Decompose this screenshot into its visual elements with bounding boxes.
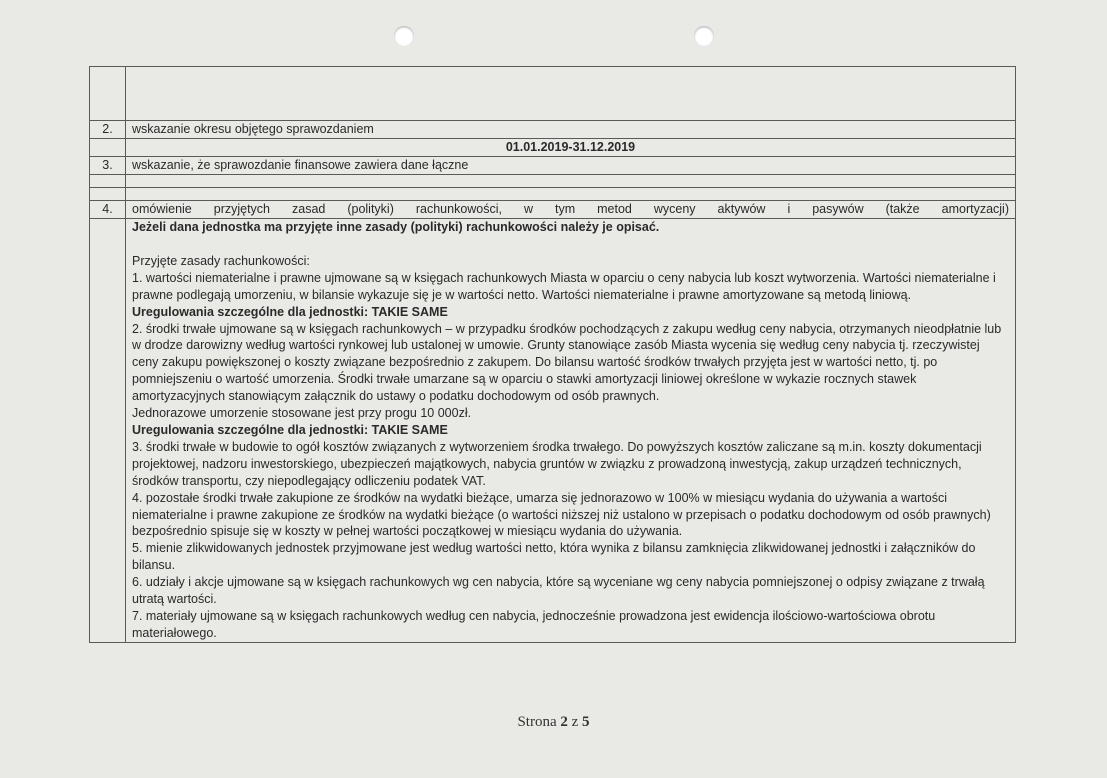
table-row-spacer xyxy=(90,188,1016,201)
reporting-period: 01.01.2019-31.12.2019 xyxy=(126,139,1016,157)
table-row-period-value xyxy=(90,139,1016,157)
table-row-period-label xyxy=(90,121,1016,139)
policy-point-5: 5. mienie zlikwidowanych jednostek przyjmowane jest według wartości netto, która wynika z bilansu zamknięcia zlikwidowanej jednostki i załączników do bilansu. xyxy=(132,541,976,573)
policy-point-6: 6. udziały i akcje ujmowane są w księgach rachunkowych wg cen nabycia, które są wyceniane wg ceny nabycia pomniejszonej o odpisy związane z trwałą utratą wartości. xyxy=(132,575,985,607)
row-number: 3. xyxy=(90,157,126,175)
table-row-blank xyxy=(90,67,1016,121)
row-number: 4. xyxy=(90,201,126,219)
policy-description xyxy=(126,219,1016,643)
row-label: wskazanie okresu objętego sprawozdaniem xyxy=(126,121,1016,139)
policy-point-4: 4. pozostałe środki trwałe zakupione ze środków na wydatki bieżące, umarza się jednorazowo w 100% w miesiącu wydania do używania a wartości niematerialne i prawne zakupione ze środków na wydatki bieżące (o wartości niższej niż ustalono w przepisach o podatku dochodowym od osób prawnych) bezpośrednio spisuje się w koszty w pełnej wartości początkowej w miesiącu wydania do używania. xyxy=(132,490,991,539)
table-row-combined-data-label xyxy=(90,157,1016,175)
table-row-policy-body xyxy=(90,219,1016,643)
special-rules-1: Uregulowania szczególne dla jednostki: TAKIE SAME xyxy=(132,304,448,319)
row-label: wskazanie, że sprawozdanie finansowe zawiera dane łączne xyxy=(126,157,1016,175)
punch-hole-right xyxy=(694,26,714,46)
policy-point-7: 7. materiały ujmowane są w księgach rachunkowych według cen nabycia, jednocześnie prowadzona jest ewidencja ilościowo-wartościowa obrotu materiałowego. xyxy=(132,608,936,640)
table-row-combined-data-value xyxy=(90,175,1016,188)
policy-heading: Przyjęte zasady rachunkowości: xyxy=(132,253,310,268)
policy-point-1: 1. wartości niematerialne i prawne ujmowane są w księgach rachunkowych Miasta w oparciu o ceny nabycia lub koszt wytworzenia. Wartości niematerialne i prawne podlegają umorzeniu, w bilansie wykazuje się je w wartości netto. Wartości niematerialne i prawne amortyzowane są metodą liniową. xyxy=(132,270,996,302)
policy-instruction: Jeżeli dana jednostka ma przyjęte inne zasady (polityki) rachunkowości należy je opisać. xyxy=(132,220,660,234)
policy-point-2: 2. środki trwałe ujmowane są w księgach rachunkowych – w przypadku środków pochodzących z zakupu według ceny nabycia, otrzymanych nieodpłatnie lub w drodze darowizny według wartości rynkowej lub ustalonej w umowie. Grunty stanowiące zasób Miasta wycenia się według ceny nabycia tj. rzeczywistej ceny zakupu powiększonej o koszty związane bezpośrednio z zakupem. Do bilansu wartość środków trwałych przyjęta jest w wartości netto, tj. po pomniejszeniu o wartość umorzenia. Środki trwałe umarzane są w oparciu o stawki amortyzacji liniowej określone w wykazie rocznych stawek amortyzacyjnych stanowiącym załącznik do ustawy o podatku dochodowym od osób prawnych. xyxy=(132,321,1002,404)
report-form-table xyxy=(89,66,1016,643)
page-number: Strona 2 z 5 xyxy=(517,714,590,730)
table-row-policy-label xyxy=(90,201,1016,219)
special-rules-2: Uregulowania szczególne dla jednostki: TAKIE SAME xyxy=(132,422,448,437)
punch-hole-left xyxy=(394,26,414,46)
policy-point-2-threshold: Jednorazowe umorzenie stosowane jest przy progu 10 000zł. xyxy=(132,406,472,421)
row-number: 2. xyxy=(90,121,126,139)
row-label: omówienie przyjętych zasad (polityki) rachunkowości, w tym metod wyceny aktywów i pasywów (także amortyzacji) xyxy=(126,201,1016,219)
policy-point-3: 3. środki trwałe w budowie to ogół kosztów związanych z wytworzeniem środka trwałego. Do powyższych kosztów zaliczane są m.in. koszty dokumentacji projektowej, nadzoru inwestorskiego, ubezpieczeń majątkowych, nabycia gruntów w związku z prowadzoną inwestycją, zakup urządzeń technicznych, środków transportu, czy niepodlegający odliczeniu podatek VAT. xyxy=(132,439,982,488)
